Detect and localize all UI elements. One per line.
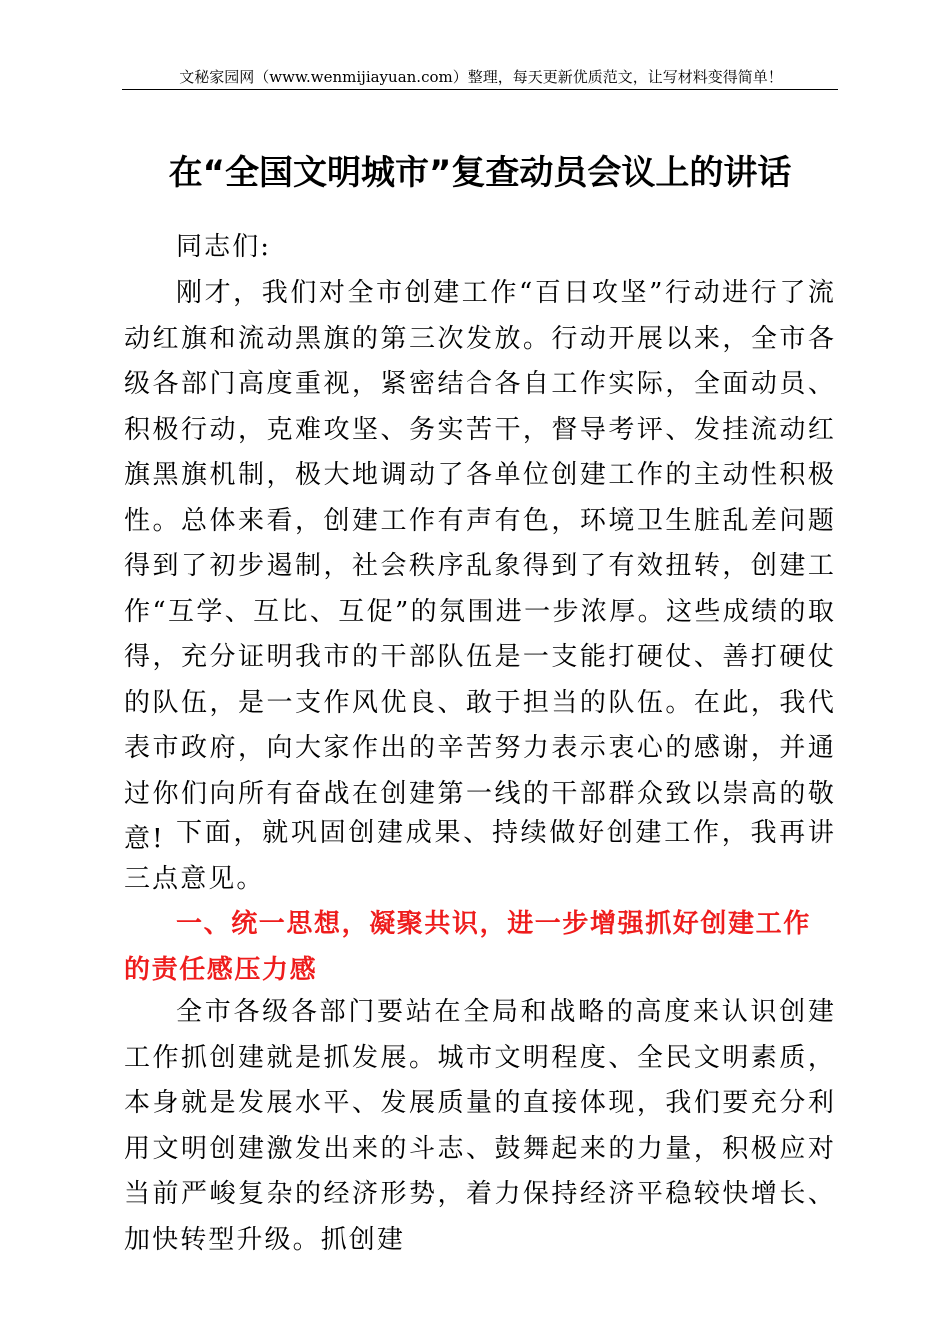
page-header-text: 文秘家园网（www.wenmijiayuan.com）整理，每天更新优质范文，让写材料变得简单！ [179, 68, 783, 86]
section-heading-1: 一、统一思想，凝聚共识，进一步增强抓好创建工作的责任感压力感 [124, 909, 811, 985]
document-title: 在“全国文明城市”复查动员会议上的讲话 [168, 153, 792, 193]
paragraph-transition: 下面，就巩固创建成果、持续做好创建工作，我再讲三点意见。 [124, 818, 836, 894]
greeting: 同志们: [176, 232, 272, 262]
paragraph-section-1: 全市各级各部门要站在全局和战略的高度来认识创建工作抓创建就是抓发展。城市文明程度、全民文明素质，本身就是发展水平、发展质量的直接体现，我们要充分利用文明创建激发出来的斗志、鼓舞起来的力量，积极应对当前严峻复杂的经济形势，着力保持经济平稳较快增长、加快转型升级。抓创建 [124, 997, 836, 1255]
paragraph-intro: 刚才，我们对全市创建工作“百日攻坚”行动进行了流动红旗和流动黑旗的第三次发放。行动开展以来，全市各级各部门高度重视，紧密结合各自工作实际，全面动员、积极行动，克难攻坚、务实苦干，督导考评、发挂流动红旗黑旗机制，极大地调动了各单位创建工作的主动性积极性。总体来看，创建工作有声有色，环境卫生脏乱差问题得到了初步遏制，社会秩序乱象得到了有效扭转，创建工作“互学、互比、互促”的氛围进一步浓厚。这些成绩的取得，充分证明我市的干部队伍是一支能打硬仗、善打硬仗的队伍，是一支作风优良、敢于担当的队伍。在此，我代表市政府，向大家作出的辛苦努力表示衷心的感谢，并通过你们向所有奋战在创建第一线的干部群众致以崇高的敬意! [124, 278, 837, 854]
header-divider [122, 89, 838, 90]
